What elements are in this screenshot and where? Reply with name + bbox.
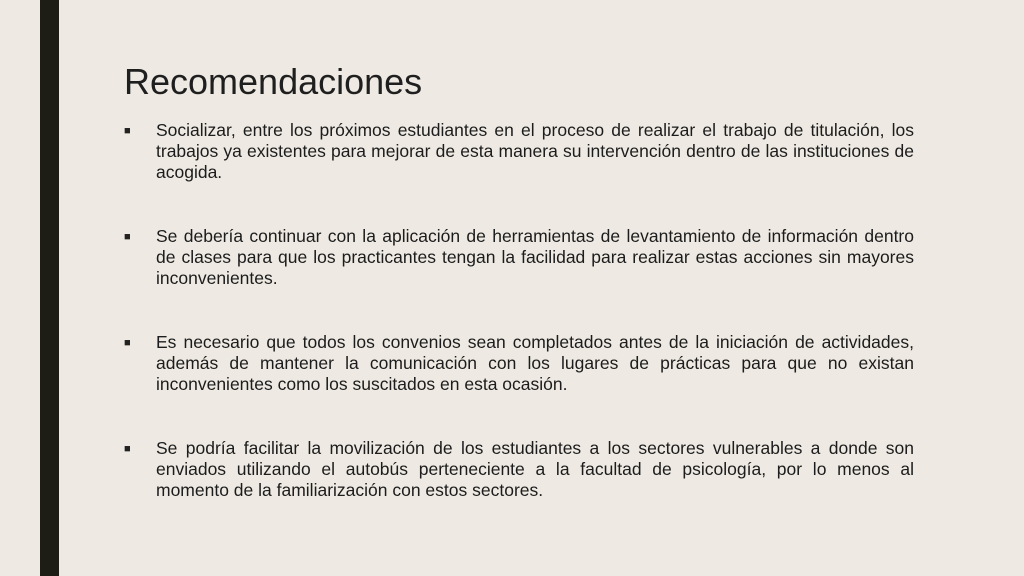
bullet-list bbox=[124, 120, 914, 501]
bullet-text: Es necesario que todos los convenios sean completados antes de la iniciación de actividades, además de mantener la comunicación con los lugares de prácticas para que no existan inconvenientes como los suscitados en esta ocasión. bbox=[156, 332, 914, 394]
bullet-text: Socializar, entre los próximos estudiantes en el proceso de realizar el trabajo de titulación, los trabajos ya existentes para mejorar de esta manera su intervención dentro de las instituciones de acogida. bbox=[156, 120, 914, 182]
square-bullet-icon: ■ bbox=[124, 337, 131, 349]
bullet-item bbox=[124, 226, 914, 289]
accent-bar bbox=[40, 0, 59, 576]
bullet-text: Se podría facilitar la movilización de los estudiantes a los sectores vulnerables a donde son enviados utilizando el autobús perteneciente a la facultad de psicología, por lo menos al momento de la familiarización con estos sectores. bbox=[156, 438, 914, 500]
bullet-item bbox=[124, 120, 914, 183]
slide-title: Recomendaciones bbox=[124, 61, 423, 102]
bullet-item bbox=[124, 332, 914, 395]
bullet-text: Se debería continuar con la aplicación de herramientas de levantamiento de información dentro de clases para que los practicantes tengan la facilidad para realizar estas acciones sin mayores inconvenientes. bbox=[156, 226, 914, 288]
square-bullet-icon: ■ bbox=[124, 231, 131, 243]
bullet-item bbox=[124, 438, 914, 501]
square-bullet-icon: ■ bbox=[124, 125, 131, 137]
square-bullet-icon: ■ bbox=[124, 443, 131, 455]
